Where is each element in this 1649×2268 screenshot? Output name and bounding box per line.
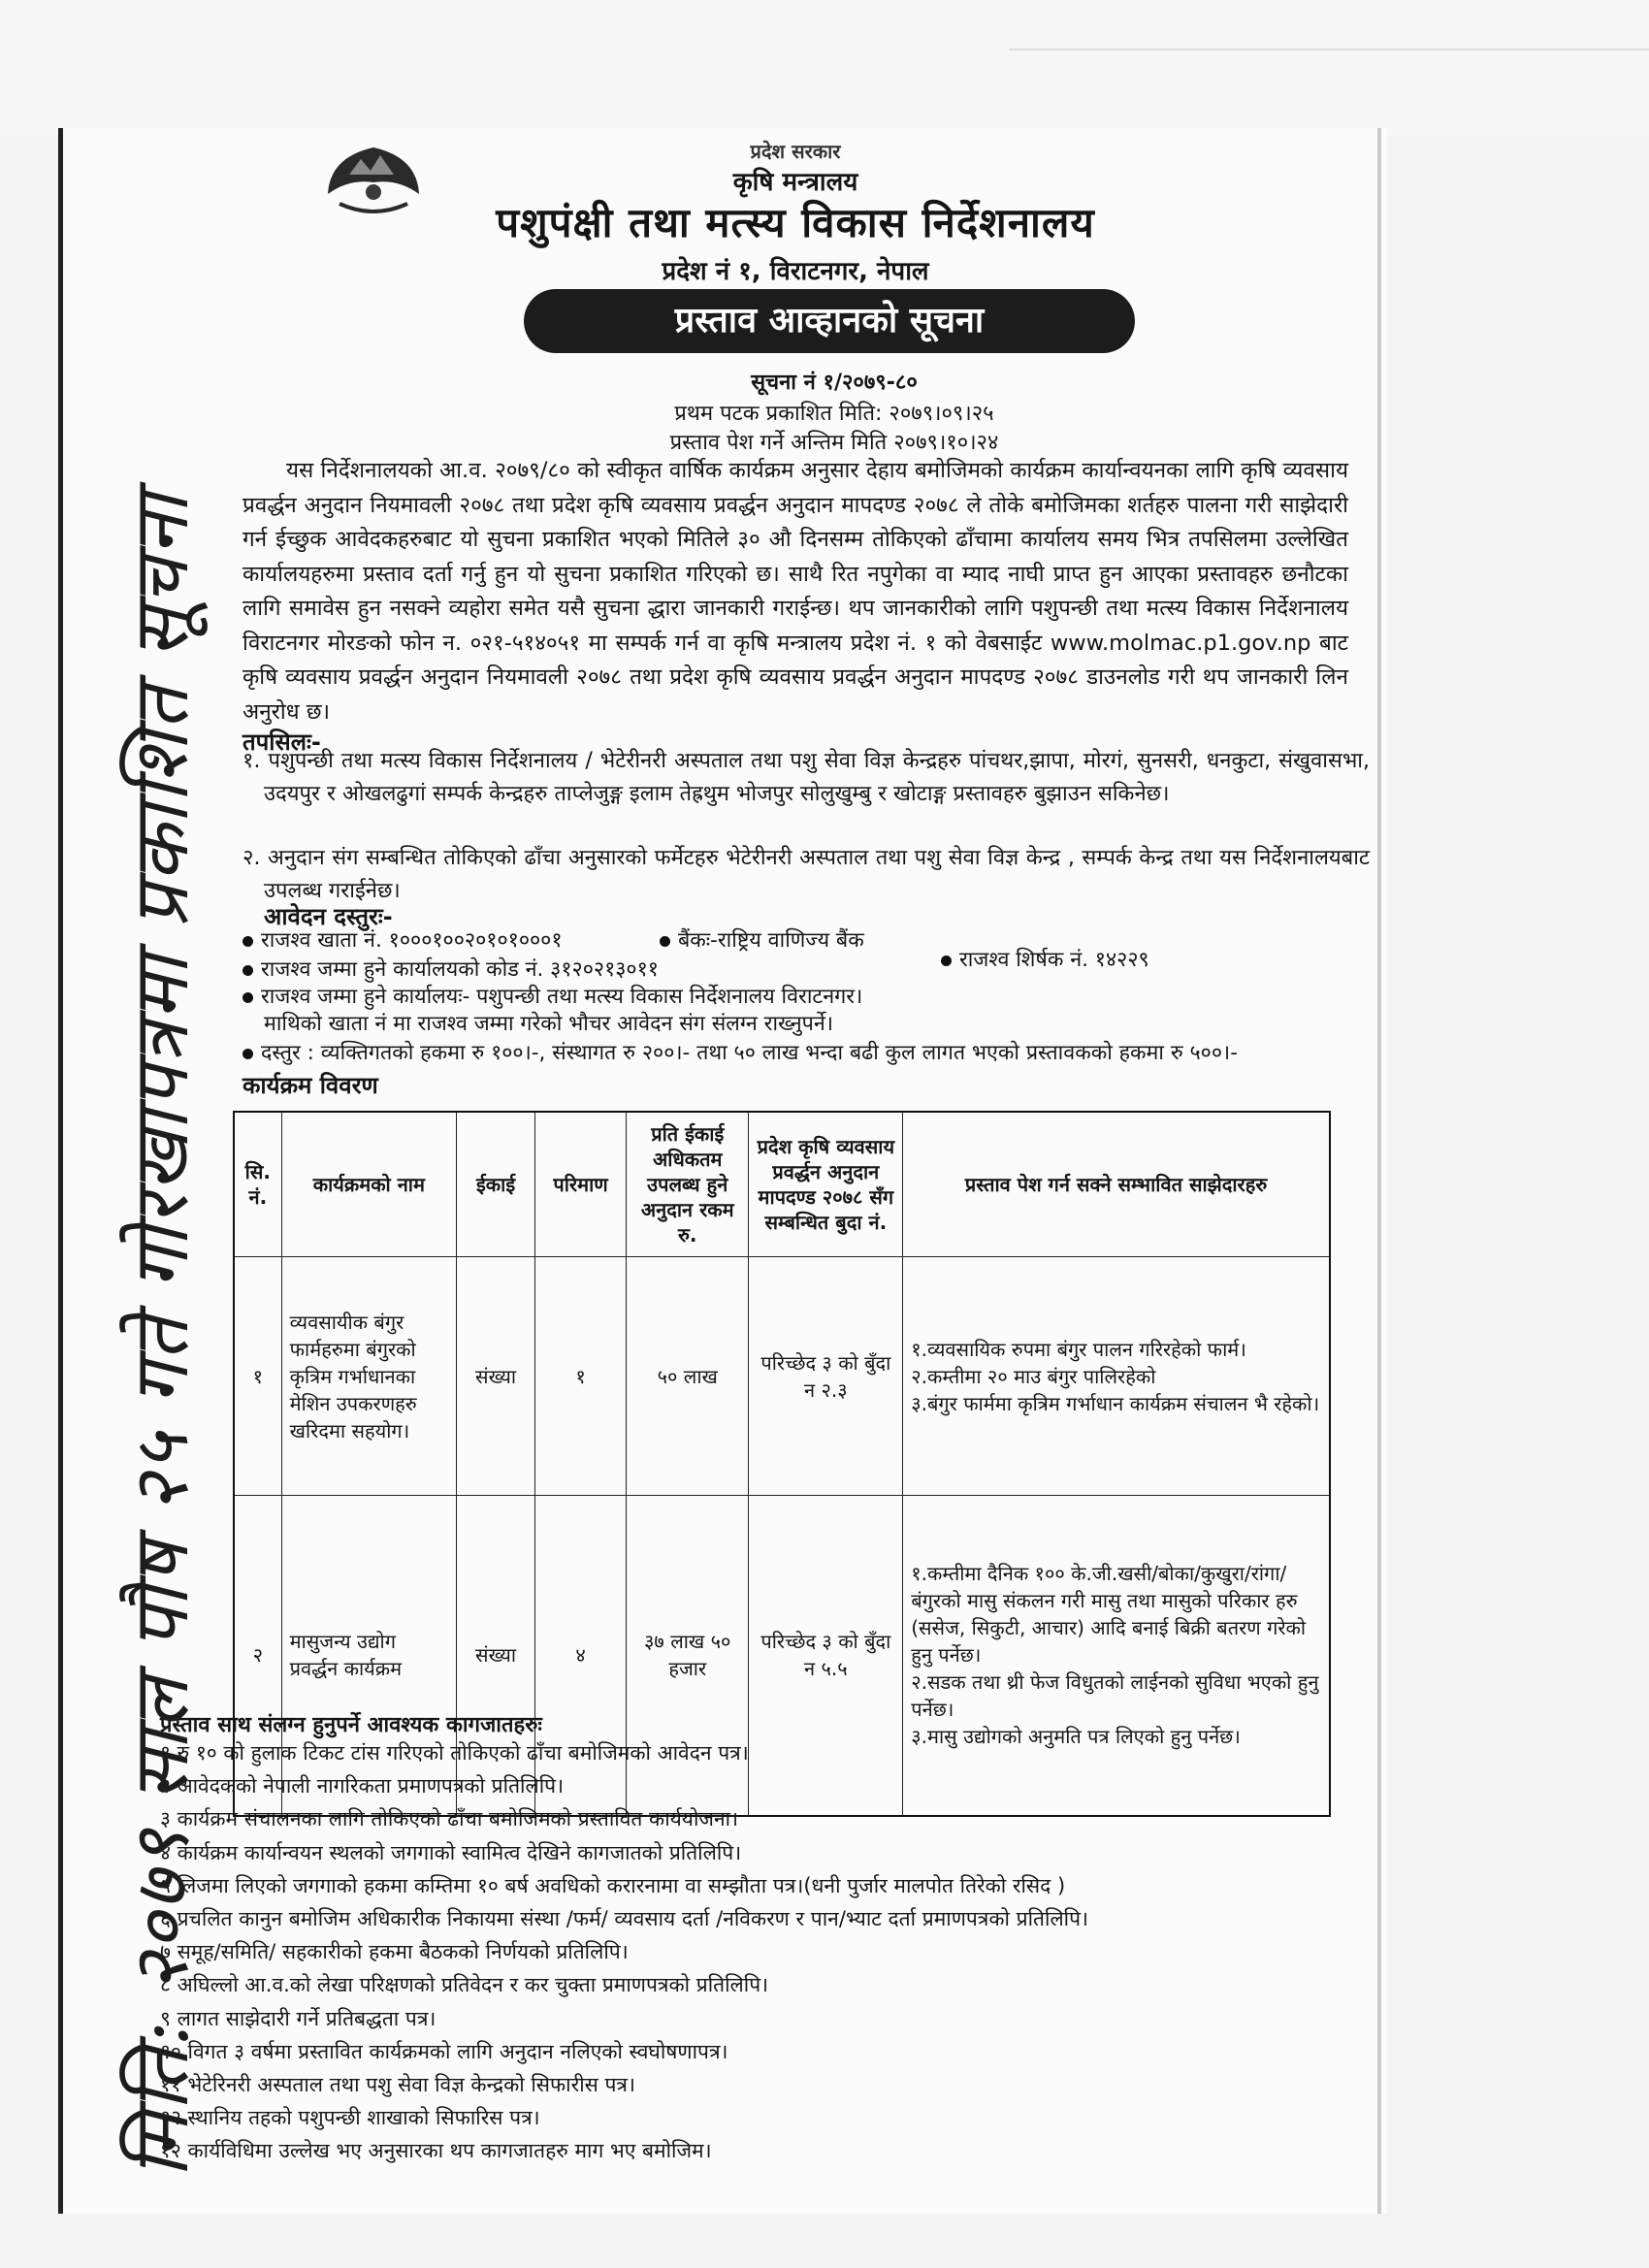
list-item: ४ कार्यक्रम कार्यान्वयन स्थलको जगगाको स्वामित्व देखिने कागजातको प्रतिलिपि। (160, 1840, 742, 1864)
list-item: ६ प्रचलित कानुन बमोजिम अधिकारीक निकायमा संस्था /फर्म/ व्यवसाय दर्ता /नविकरण र पान/भ्याट दर्ता प्रमाणपत्रको प्रतिलिपि। (160, 1907, 1089, 1931)
required-documents-heading: प्रस्ताव साथ संलग्न हुनुपर्ने आवश्यक कागजातहरुः (160, 1713, 542, 1737)
row-standard-reference: परिच्छेद ३ को बुँदा न ५.५ (749, 1496, 903, 1816)
revenue-office (242, 984, 862, 1011)
ministry-name: कृषि मन्त्रालय (732, 168, 858, 197)
col-eligible-partners: प्रस्ताव पेश गर्न सक्ने सम्भावित साझेदारहरु (903, 1112, 1330, 1257)
eligibility-item: १.व्यवसायिक रुपमा बंगुर पालन गरिरहेको फार्म। (911, 1337, 1246, 1361)
fee-amount (242, 1040, 1348, 1067)
list-item: १२ कार्यविधिमा उल्लेख भए अनुसारका थप कागजातहरु माग भए बमोजिम। (160, 2139, 712, 2163)
bullet-icon (941, 956, 952, 966)
notice-title-banner: प्रस्ताव आव्हानको सूचना (524, 289, 1135, 353)
table-row (234, 1257, 1330, 1496)
row-unit: संख्या (457, 1496, 535, 1816)
bullet-icon (242, 992, 253, 1003)
details-heading: तपसिलः- (242, 729, 321, 756)
row-unit: संख्या (457, 1257, 535, 1496)
voucher-note: माथिको खाता नं मा राजश्व जम्मा गरेको भौचर आवेदन संग संलग्न राख्नुपर्ने। (264, 1012, 833, 1036)
eligibility-item: ३.बंगुर फार्ममा कृत्रिम गर्भाधान कार्यक्रम संचालन भै रहेको। (911, 1391, 1320, 1415)
row-quantity: १ (535, 1257, 627, 1496)
list-item: ५ लिजमा लिएको जगगाको हकमा कम्तिमा १० बर्ष अवधिको करारनामा वा सम्झौता पत्र।(धनी पुर्जार मालपोत तिरेको रसिद ) (160, 1873, 1066, 1897)
bank-name-text: बैंकः-राष्ट्रिय वाणिज्य बैंक (678, 928, 864, 953)
revenue-head-text: राजश्व शिर्षक नं. १४२२९ (959, 948, 1149, 972)
list-item: २ आवेदकको नेपाली नागरिकता प्रमाणपत्रको प्रतिलिपि। (160, 1774, 565, 1798)
eligibility-item: २.कम्तीमा २० माउ बंगुर पालिरहेको (911, 1364, 1156, 1388)
col-program-name: कार्यक्रमको नाम (281, 1112, 456, 1257)
list-item: १ रु १० को हुलाक टिकट टांस गरिएको तोकिएको ढाँचा बमोजिमको आवेदन पत्र। (160, 1741, 749, 1765)
row-program-name: व्यवसायीक बंगुर फार्महरुमा बंगुरको कृत्रिम गर्भाधानका मेशिन उपकरणहरु खरिदमा सहयोग। (281, 1257, 456, 1496)
fee-amount-text: दस्तुर : व्यक्तिगतको हकमा रु १००।-, संस्थागत रु २००।- तथा ५० लाख भन्दा बढी कुल लागत भएको प्रस्तावकको हकमा रु ५००।- (261, 1041, 1238, 1065)
col-max-grant: प्रति ईकाई अधिकतम उपलब्ध हुने अनुदान रकम रु. (627, 1112, 749, 1257)
list-item: १२ स्थानिय तहको पशुपन्छी शाखाको सिफारिस पत्र। (160, 2106, 540, 2130)
office-address: प्रदेश नं १, विराटनगर, नेपाल (662, 257, 929, 286)
revenue-account (242, 927, 563, 955)
bank-name (660, 927, 864, 955)
col-unit: ईकाई (457, 1112, 535, 1257)
nepal-emblem-icon (320, 136, 427, 223)
list-item: ३ कार्यक्रम संचालनका लागि तोकिएको ढाँचा बमोजिमको प्रस्तावित कार्ययोजना। (160, 1807, 739, 1831)
handwritten-publication-note: मिति: २०७९ साल पौष २५ गते गोरखापत्रमा प्रकाशित सूचना (118, 492, 206, 2178)
scan-background (0, 0, 1649, 136)
row-program-name: मासुजन्य उद्योग प्रवर्द्धन कार्यक्रम (281, 1496, 456, 1816)
row-serial: २ (234, 1496, 281, 1816)
row-standard-reference: परिच्छेद ३ को बुँदा न २.३ (749, 1257, 903, 1496)
fee-heading: आवेदन दस्तुरः- (264, 903, 393, 930)
office-code (242, 956, 659, 984)
required-documents-list (160, 1736, 1305, 2168)
submission-deadline: प्रस्ताव पेश गर्ने अन्तिम मिति २०७९।१०।२४ (669, 431, 999, 455)
first-published-date: प्रथम पटक प्रकाशित मिति: २०७९।०९।२५ (674, 402, 994, 426)
col-quantity: परिमाण (535, 1112, 627, 1257)
row-eligible-partners (903, 1257, 1330, 1496)
bullet-icon (242, 1049, 253, 1059)
col-serial: सि. नं. (234, 1112, 281, 1257)
list-item: ९ लागत साझेदारी गर्ने प्रतिबद्धता पत्र। (160, 2006, 436, 2030)
list-item: ११ भेटेरिनरी अस्पताल तथा पशु सेवा विज्ञ केन्द्रको सिफारीस पत्र। (160, 2073, 635, 2097)
paper-edge (1377, 128, 1381, 2214)
directorate-name: पशुपंक्षी तथा मत्स्य विकास निर्देशनालय (496, 199, 1095, 246)
revenue-account-text: राजश्व खाता नं. १०००१००२०१०१०००१ (261, 928, 563, 953)
scan-fold-line (1009, 49, 1649, 50)
bullet-icon (660, 936, 670, 947)
row-max-grant: ३७ लाख ५० हजार (627, 1496, 749, 1816)
col-standard-reference: प्रदेश कृषि व्यवसाय प्रवर्द्धन अनुदान मापदण्ड २०७८ सँग सम्बन्धित बुदा नं. (749, 1112, 903, 1257)
list-item: १० विगत ३ वर्षमा प्रस्तावित कार्यक्रमको लागि अनुदान नलिएको स्वघोषणापत्र। (160, 2039, 728, 2063)
notice-number: सूचना नं १/२०७९-८० (751, 371, 918, 395)
row-quantity: ४ (535, 1496, 627, 1816)
list-item: ७ समूह/समिति/ सहकारीको हकमा बैठकको निर्णयको प्रतिलिपि। (160, 1940, 629, 1964)
eligibility-item: १.कम्तीमा दैनिक १०० के.जी.खसी/बोका/कुखुरा/रांगा/बंगुरको मासु संकलन गरी मासु तथा मासुको परिकार हरु (ससेज, सिकुटी, आचार) आदि बनाई बिक्री बतरण गरेको हुनु पर्नेछ। (911, 1562, 1307, 1668)
eligibility-item: ३.मासु उद्योगको अनुमति पत्र लिएको हुनु पर्नेछ। (911, 1725, 1241, 1749)
province-government: प्रदेश सरकार (750, 140, 841, 163)
eligibility-item: २.सडक तथा थ्री फेज विधुतको लाईनको सुविधा भएको हुनु पर्नेछ। (911, 1670, 1319, 1722)
revenue-head (941, 947, 1149, 974)
details-note-1: १. पशुपन्छी तथा मत्स्य विकास निर्देशनालय / भेटेरीनरी अस्पताल तथा पशु सेवा विज्ञ केन्द्रहरु पांचथर,झापा, मोरगं, सुनसरी, धनकुटा, संखुवासभा, उदयपुर र ओखलढुगां सम्पर्क केन्द्रहरु ताप्लेजुङ्ग इलाम तेह्रथुम भोजपुर सोलुखुम्बु र खोटाङ्ग प्रस्तावहरु बुझाउन सकिनेछ। (242, 749, 1370, 806)
row-max-grant: ५० लाख (627, 1257, 749, 1496)
table-header-row (234, 1112, 1330, 1257)
row-serial: १ (234, 1257, 281, 1496)
revenue-office-text: राजश्व जम्मा हुने कार्यालयः- पशुपन्छी तथा मत्स्य विकास निर्देशनालय विराटनगर। (261, 985, 863, 1009)
details-note-2: २. अनुदान संग सम्बन्धित तोकिएको ढाँचा अनुसारको फर्मेटहरु भेटेरीनरी अस्पताल तथा पशु सेवा विज्ञ केन्द्र , सम्पर्क केन्द्र तथा यस निर्देशनालयबाट उपलब्ध गराईनेछ। (242, 846, 1370, 903)
bullet-icon (242, 965, 253, 976)
intro-paragraph: यस निर्देशनालयको आ.व. २०७९/८० को स्वीकृत वार्षिक कार्यक्रम अनुसार देहाय बमोजिमको कार्यक्रम कार्यान्वयनका लागि कृषि व्यवसाय प्रवर्द्धन अनुदान नियमावली २०७८ तथा प्रदेश कृषि व्यवसाय प्रवर्द्धन अनुदान मापदण्ड २०७८ ले तोके बमोजिमका शर्तहरु पालना गरी साझेदारी गर्न ईच्छुक आवेदकहरुबाट यो सुचना प्रकाशित भएको मितिले ३० औ दिनसम्म तोकिएको ढाँचामा कार्यालय समय भित्र तपसिलमा उल्लेखित कार्यालयहरुमा प्रस्ताव दर्ता गर्नु हुन यो सुचना प्रकाशित गरिएको छ। साथै रित नपुगेका वा म्याद नाघी प्राप्त हुन आएका प्रस्तावहरु छनौटका लागि समावेस हुन नसक्ने व्यहोरा समेत यसै सुचना द्धारा जानकारी गराईन्छ। थप जानकारीको लागि पशुपन्छी तथा मत्स्य विकास निर्देशनालय विराटनगर मोरङको फोन न. ०२१-५१४०५१ मा सम्पर्क गर्न वा कृषि मन्त्रालय प्रदेश नं. १ को वेबसाईट www.molmac.p1.gov.np बाट कृषि व्यवसाय प्रवर्द्धन अनुदान नियमावली २०७८ तथा प्रदेश कृषि व्यवसाय प्रवर्द्धन अनुदान मापदण्ड २०७८ डाउनलोड गरी थप जानकारी लिन अनुरोध छ। (242, 458, 1348, 725)
bullet-icon (242, 936, 253, 947)
list-item: ८ अघिल्लो आ.व.को लेखा परिक्षणको प्रतिवेदन र कर चुक्ता प्रमाणपत्रको प्रतिलिपि। (160, 1973, 769, 1997)
office-code-text: राजश्व जम्मा हुने कार्यालयको कोड नं. ३१२०२१३०११ (261, 957, 659, 982)
program-details-heading: कार्यक्रम विवरण (242, 1072, 378, 1099)
